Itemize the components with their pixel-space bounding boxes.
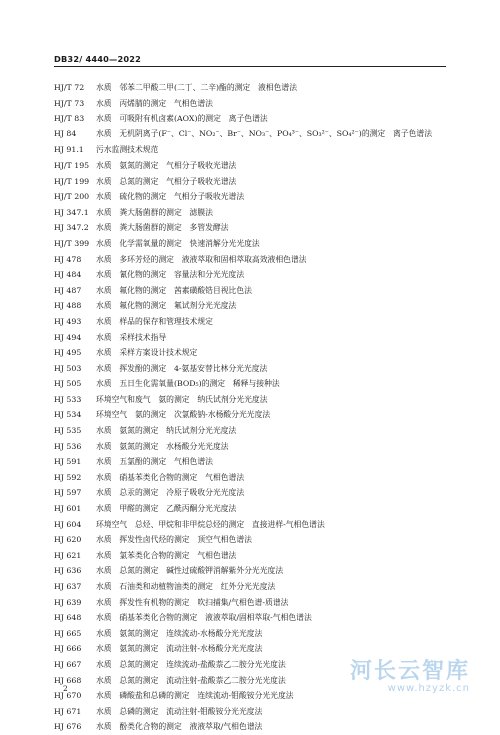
standard-title: 水质 氯苯类化合物的测定 气相色谱法 xyxy=(96,550,237,560)
standard-number: HJ 347.2 xyxy=(54,223,89,233)
standard-number: HJ 621 xyxy=(54,550,82,560)
reference-entry xyxy=(54,330,446,346)
reference-entry xyxy=(54,111,446,127)
standard-title: 水质 挥发酚的测定 4-氨基安替比林分光光度法 xyxy=(96,363,268,373)
standard-title: 水质 丙烯腈的测定 气相色谱法 xyxy=(96,98,213,108)
standard-title: 水质 采样方案设计技术规定 xyxy=(96,348,198,358)
reference-entry xyxy=(54,174,446,190)
standard-number: HJ/T 399 xyxy=(54,238,90,248)
standard-title: 水质 挥发性有机物的测定 吹扫捕集/气相色谱-质谱法 xyxy=(96,597,289,607)
reference-entry xyxy=(54,485,446,501)
standard-number: HJ 503 xyxy=(54,363,82,373)
reference-entry xyxy=(54,392,446,408)
standard-number: HJ/T 199 xyxy=(54,176,90,186)
standard-number: HJ/T 195 xyxy=(54,160,90,170)
standard-number: HJ 666 xyxy=(54,644,82,654)
reference-entry xyxy=(54,626,446,642)
standard-title: 水质 粪大肠菌群的测定 滤膜法 xyxy=(96,207,213,217)
standard-code: DB32/ 4440—2022 xyxy=(54,54,142,64)
reference-entry xyxy=(54,470,446,486)
reference-entry xyxy=(54,439,446,455)
standard-title: 水质 总氮的测定 碱性过硫酸钾消解紫外分光光度法 xyxy=(96,566,284,576)
standard-title: 水质 粪大肠菌群的测定 多管发酵法 xyxy=(96,223,229,233)
standard-number: HJ 484 xyxy=(54,270,82,280)
standard-number: HJ 592 xyxy=(54,472,82,482)
standard-number: HJ 639 xyxy=(54,597,82,607)
standard-number: HJ 648 xyxy=(54,613,82,623)
reference-entry xyxy=(54,298,446,314)
standard-number: HJ 636 xyxy=(54,566,82,576)
standard-number: HJ 597 xyxy=(54,488,82,498)
standard-number: HJ 667 xyxy=(54,659,82,669)
standard-title: 水质 氟化物的测定 茜素磺酸锆目视比色法 xyxy=(96,285,252,295)
reference-entry xyxy=(54,704,446,720)
standard-number: HJ 493 xyxy=(54,316,82,326)
watermark xyxy=(350,654,470,694)
reference-entry xyxy=(54,267,446,283)
standard-title: 水质 总氮的测定 连续流动-盐酸萘乙二胺分光光度法 xyxy=(96,659,286,669)
standard-number: HJ 668 xyxy=(54,675,82,685)
standard-title: 环境空气 氨的测定 次氯酸钠-水杨酸分光光度法 xyxy=(96,410,271,420)
standard-title: 水质 磷酸盐和总磷的测定 连续流动-钼酸铵分光光度法 xyxy=(96,691,294,701)
standard-number: HJ 505 xyxy=(54,379,82,389)
standard-number: HJ 488 xyxy=(54,301,82,311)
standard-number: HJ 604 xyxy=(54,519,82,529)
standard-number: HJ 478 xyxy=(54,254,82,264)
standard-title: 水质 硝基苯类化合物的测定 气相色谱法 xyxy=(96,472,245,482)
reference-entry xyxy=(54,127,446,141)
standard-title: 水质 氨氮的测定 纳氏试剂分光光度法 xyxy=(96,426,237,436)
reference-entry xyxy=(54,501,446,517)
watermark-url: www.hzyzk.cn xyxy=(387,683,470,694)
standard-title: 水质 总氮的测定 气相分子吸收光谱法 xyxy=(96,176,237,186)
reference-entry xyxy=(54,407,446,423)
standard-number: HJ 671 xyxy=(54,706,82,716)
standard-title: 水质 酚类化合物的测定 液液萃取/气相色谱法 xyxy=(96,722,263,732)
reference-entry xyxy=(54,220,446,236)
standard-title: 水质 总汞的测定 冷原子吸收分光光度法 xyxy=(96,488,245,498)
standard-number: HJ 494 xyxy=(54,332,82,342)
reference-entry xyxy=(54,595,446,611)
standard-title: 水质 多环芳烃的测定 液液萃取和固相萃取高效液相色谱法 xyxy=(96,254,307,264)
standard-number: HJ 533 xyxy=(54,394,82,404)
page-number: 2 xyxy=(63,684,68,693)
standard-title: 水质 氟化物的测定 氟试剂分光光度法 xyxy=(96,301,237,311)
reference-entry xyxy=(54,423,446,439)
reference-entry xyxy=(54,283,446,299)
standard-title: 水质 采样技术指导 xyxy=(96,332,167,342)
standard-number: HJ 591 xyxy=(54,457,82,467)
reference-entry xyxy=(54,548,446,564)
reference-entry xyxy=(54,345,446,361)
standard-title: 水质 石油类和动植物油类的测定 红外分光光度法 xyxy=(96,582,276,591)
standard-number: HJ/T 200 xyxy=(54,192,90,202)
reference-entry xyxy=(54,517,446,533)
standard-title: 水质 可吸附有机卤素(AOX)的测定 离子色谱法 xyxy=(96,114,268,124)
standard-number: HJ 84 xyxy=(54,128,77,138)
reference-entry xyxy=(54,376,446,392)
standard-number: HJ 534 xyxy=(54,410,82,420)
standard-number: HJ/T 83 xyxy=(54,114,85,124)
standard-title: 水质 五氯酚的测定 气相色谱法 xyxy=(96,457,213,467)
standard-title: 水质 氰化物的测定 容量法和分光光度法 xyxy=(96,270,245,280)
reference-entry xyxy=(54,532,446,548)
standard-title: 水质 氨氮的测定 水杨酸分光光度法 xyxy=(96,441,229,451)
reference-entry xyxy=(54,252,446,268)
standard-title: 水质 硝基苯类化合物的测定 液液萃取/固相萃取-气相色谱法 xyxy=(96,613,312,623)
standard-title: 水质 氨氮的测定 气相分子吸收光谱法 xyxy=(96,160,237,170)
standard-title: 水质 总磷的测定 流动注射-钼酸铵分光光度法 xyxy=(96,706,263,716)
reference-entry xyxy=(54,236,446,252)
standard-title: 水质 总氮的测定 流动注射-盐酸萘乙二胺分光光度法 xyxy=(96,675,286,685)
reference-entry xyxy=(54,80,446,96)
standard-title: 水质 甲醛的测定 乙酰丙酮分光光度法 xyxy=(96,504,237,514)
standard-title: 环境空气和废气 氨的测定 纳氏试剂分光光度法 xyxy=(96,394,268,404)
watermark-title: 河长云智库 xyxy=(349,659,470,684)
standard-title: 水质 硫化物的测定 气相分子吸收光谱法 xyxy=(96,192,245,202)
standard-number: HJ 91.1 xyxy=(54,145,84,155)
header-rule xyxy=(54,66,446,67)
standard-number: HJ 347.1 xyxy=(54,207,89,217)
reference-entry xyxy=(54,579,446,595)
standard-number: HJ/T 73 xyxy=(54,98,85,108)
standard-title: 水质 样品的保存和管理技术规定 xyxy=(96,316,213,326)
reference-entry xyxy=(54,563,446,579)
standard-title: 环境空气 总烃、甲烷和非甲烷总烃的测定 直接进样-气相色谱法 xyxy=(96,519,325,529)
reference-entry xyxy=(54,454,446,470)
standard-number: HJ 536 xyxy=(54,441,82,451)
standard-number: HJ 620 xyxy=(54,535,82,545)
standard-title: 水质 邻苯二甲酸二甲(二丁、二辛)酯的测定 液相色谱法 xyxy=(96,83,298,92)
standard-number: HJ 676 xyxy=(54,722,82,732)
reference-entry xyxy=(54,361,446,377)
reference-entry xyxy=(54,96,446,112)
reference-entry xyxy=(54,205,446,221)
standard-title: 水质 无机阴离子(F⁻、Cl⁻、NO₂⁻、Br⁻、NO₃⁻、PO₄³⁻、SO₃²⁻、SO₄²⁻)的测定 离子色谱法 xyxy=(96,128,432,138)
standard-title: 水质 五日生化需氧量(BOD₅)的测定 稀释与接种法 xyxy=(96,379,280,389)
standard-title: 水质 氨氮的测定 流动注射-水杨酸分光光度法 xyxy=(96,644,263,654)
reference-entry xyxy=(54,610,446,626)
reference-entry xyxy=(54,719,446,735)
standard-number: HJ 665 xyxy=(54,628,82,638)
standard-number: HJ 487 xyxy=(54,285,82,295)
standard-number: HJ 637 xyxy=(54,582,82,591)
reference-entry xyxy=(54,142,446,158)
standard-number: HJ 535 xyxy=(54,426,82,436)
reference-list xyxy=(54,80,446,735)
reference-entry xyxy=(54,158,446,174)
standard-title: 水质 化学需氧量的测定 快速消解分光光度法 xyxy=(96,238,260,248)
standard-number: HJ/T 72 xyxy=(54,83,85,92)
standard-number: HJ 601 xyxy=(54,504,82,514)
standard-title: 污水监测技术规范 xyxy=(96,145,159,155)
standard-number: HJ 495 xyxy=(54,348,82,358)
standard-title: 水质 氨氮的测定 连续流动-水杨酸分光光度法 xyxy=(96,628,263,638)
standard-title: 水质 挥发性卤代烃的测定 顶空气相色谱法 xyxy=(96,535,252,545)
reference-entry xyxy=(54,314,446,330)
reference-entry xyxy=(54,189,446,205)
standard-number: HJ 670 xyxy=(54,691,82,701)
